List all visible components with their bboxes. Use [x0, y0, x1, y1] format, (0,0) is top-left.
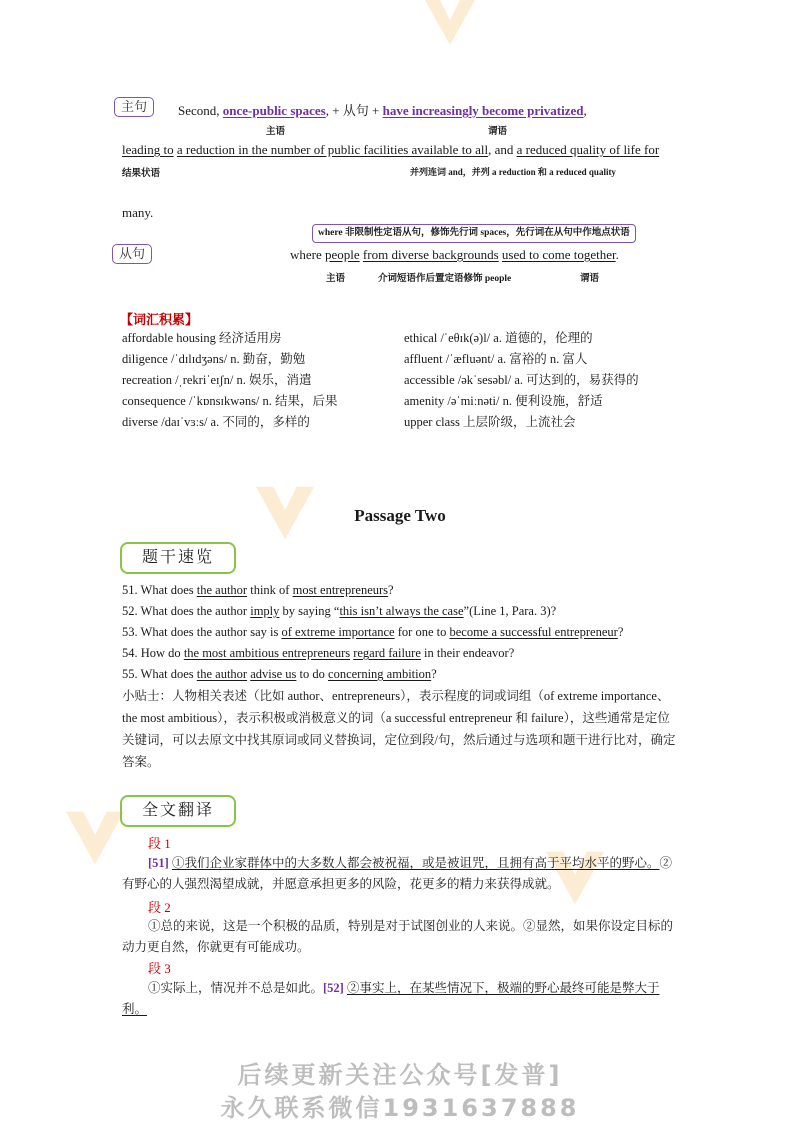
sub-label-predicate: 谓语: [580, 274, 600, 284]
question-55: 55. What does the author advise us to do concerning ambition?: [122, 667, 437, 681]
translation-section-heading: 全文翻译: [120, 795, 236, 827]
vocab-item: upper class 上层阶级，上流社会: [404, 415, 576, 429]
tip-paragraph: 小贴士：人物相关表述（比如 author、entrepreneurs），表示程度的词或词组（of extreme importance、the most ambitious），表示积极或消极意义的词（a successful entrepreneur 和 failure），这些通常是定位关键词，可以去原文中找其原词或同义替换词，定位到段/句，然后通过与选项和题干进行比对，确定答案。: [122, 689, 676, 769]
reduced-quality-phrase: a reduced quality of life for: [516, 142, 660, 157]
paragraph-label: 段 2: [148, 900, 171, 915]
vocab-item: accessible /əkˈsesəbl/ a. 可达到的，易获得的: [404, 373, 639, 387]
sub-end: .: [615, 247, 619, 262]
sub-where: where: [290, 247, 322, 262]
vocab-item: diverse /daɪˈvɜːs/ a. 不同的，多样的: [122, 415, 310, 429]
vocab-item: consequence /ˈkɒnsɪkwəns/ n. 结果，后果: [122, 394, 338, 408]
passage-title: Passage Two: [354, 506, 446, 525]
paragraph-2-translation: ①总的来说，这是一个积极的品质，特别是对于试图创业的人来说。②显然，如果你设定目标的动力更自然，你就更有可能成功。: [122, 919, 674, 954]
and-conj: , and: [488, 142, 514, 157]
questions-section-heading: 题干速览: [120, 542, 236, 574]
footer-watermark-line2: 永久联系微信1931637888: [220, 1094, 580, 1122]
label-result-adverbial: 结果状语: [122, 169, 161, 179]
sentence-mid: , + 从句 +: [325, 103, 380, 118]
reduction-phrase: a reduction in the number of public facilities available to all: [176, 142, 489, 157]
sub-used: used to come together: [501, 247, 616, 262]
vocab-item: affluent /ˈæfluənt/ a. 富裕的 n. 富人: [404, 352, 588, 366]
paragraph-1-translation: [51] ①我们企业家群体中的大多数人都会被祝福，或是被诅咒，且拥有高于平均水平的野心。②有野心的人强烈渴望成就，并愿意承担更多的风险，花更多的精力来获得成就。: [122, 856, 672, 891]
vocab-left-list: [122, 328, 338, 433]
sub-label-prep: 介词短语作后置定语修饰 people: [378, 274, 512, 284]
leading-to: leading to: [122, 142, 174, 157]
questions-list: [122, 580, 623, 685]
question-52: 52. What does the author imply by saying “this isn’t always the case”(Line 1, Para. 3)?: [122, 604, 557, 618]
sub-from: from diverse backgrounds: [362, 247, 499, 262]
relative-clause-note: where 非限制性定语从句，修饰先行词 spaces，先行词在从句中作地点状语: [312, 224, 636, 243]
vocab-item: recreation /ˌrekriˈeɪʃn/ n. 娱乐，消遣: [122, 373, 312, 387]
footer-watermark-line1: 后续更新关注公众号[发普]: [237, 1061, 563, 1089]
vocab-item: ethical /ˈeθɪk(ə)l/ a. 道德的，伦理的: [404, 331, 593, 345]
label-predicate: 谓语: [488, 127, 508, 137]
sentence-end: many.: [122, 205, 154, 220]
question-54: 54. How do the most ambitious entrepreneurs regard failure in their endeavor?: [122, 646, 515, 660]
vocab-title: 【词汇积累】: [120, 312, 199, 327]
paragraph-label: 段 3: [148, 961, 171, 976]
paragraph-3-translation: ①实际上，情况并不总是如此。[52] ②事实上，在某些情况下，极端的野心最终可能是弊大于利。: [122, 981, 660, 1016]
main-clause-tag: 主句: [114, 97, 154, 117]
main-clause-line: [178, 100, 587, 119]
sentence-suffix: ,: [583, 103, 587, 118]
vocab-item: amenity /əˈmiːnəti/ n. 便利设施，舒适: [404, 394, 603, 408]
sub-label-subject: 主语: [326, 274, 346, 284]
vocab-right-list: [404, 328, 639, 433]
result-adverbial-line: [122, 142, 659, 158]
vocab-item: affordable housing 经济适用房: [122, 331, 282, 345]
question-51: 51. What does the author think of most entrepreneurs?: [122, 583, 394, 597]
vocab-item: diligence /ˈdɪlɪdʒəns/ n. 勤奋，勤勉: [122, 352, 306, 366]
question-53: 53. What does the author say is of extreme importance for one to become a successful entrepreneur?: [122, 625, 624, 639]
watermark-logo-icon: [420, 0, 480, 50]
predicate-phrase: have increasingly become privatized: [382, 103, 584, 118]
paragraph-label: 段 1: [148, 836, 171, 851]
label-subject: 主语: [266, 127, 286, 137]
label-parallel: 并列连词 and，并列 a reduction 和 a reduced quality: [410, 167, 616, 177]
sub-people: people: [325, 247, 360, 262]
subject-phrase: once-public spaces: [222, 103, 326, 118]
sub-clause-line: [290, 247, 619, 263]
sentence-prefix: Second,: [178, 103, 220, 118]
sub-clause-tag: 从句: [112, 244, 152, 264]
